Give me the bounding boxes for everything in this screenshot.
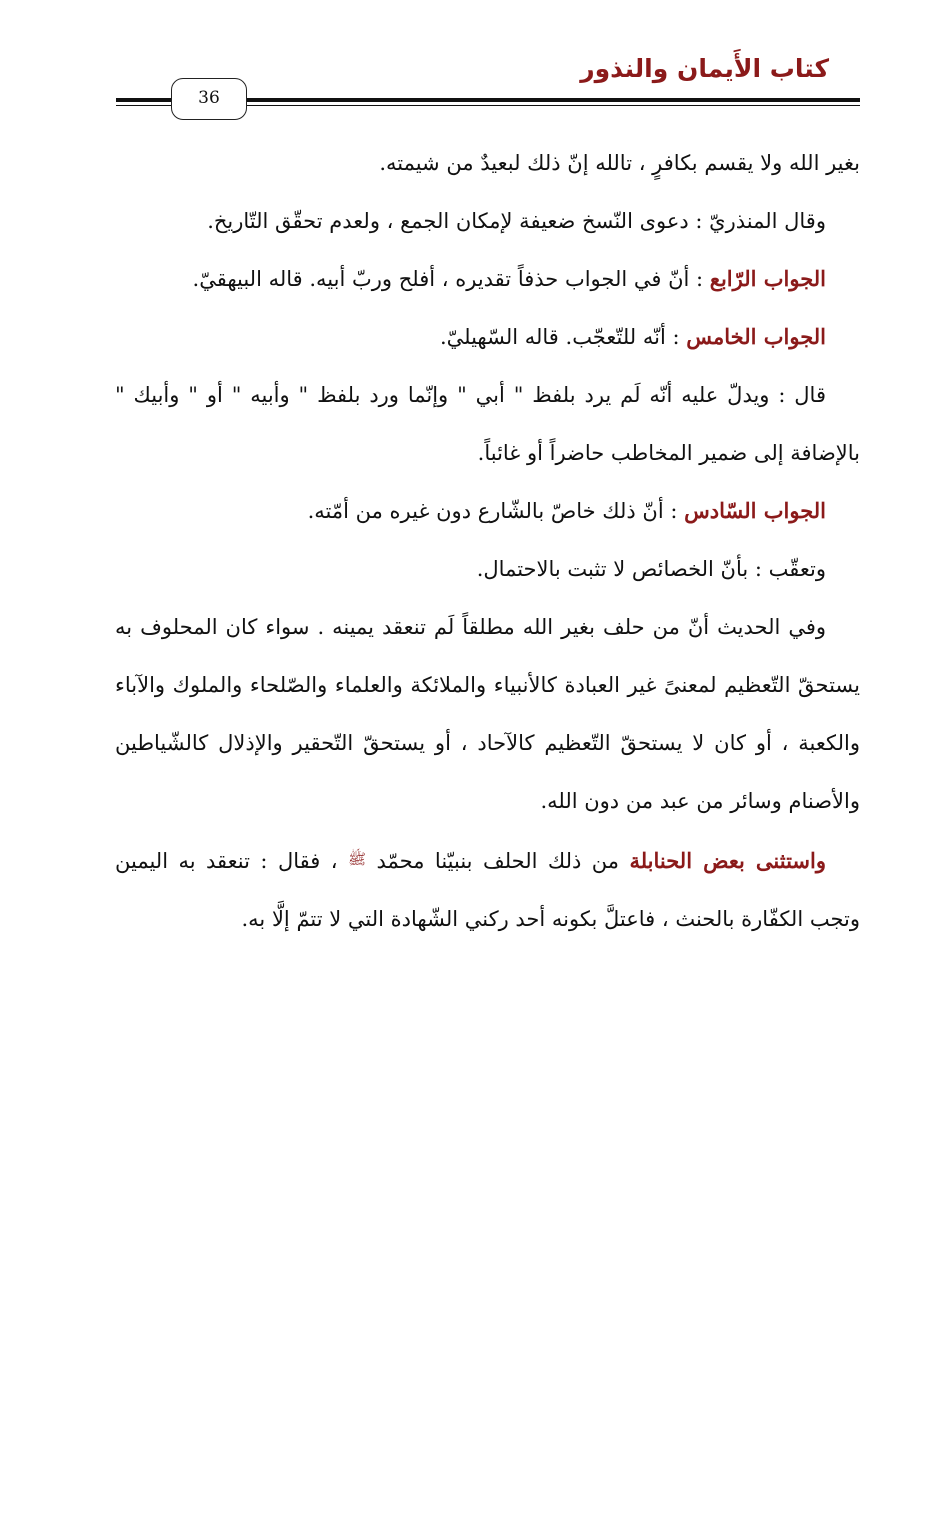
header-rule-right	[246, 98, 860, 102]
paragraph-9	[115, 830, 860, 948]
paragraph-3	[115, 250, 860, 308]
hanbali-text-before: من ذلك الحلف بنبيّنا محمّد	[366, 849, 630, 873]
paragraph-2: وقال المنذريّ : دعوى النّسخ ضعيفة لإمكان الجمع ، ولعدم تحقّق التّاريخ.	[207, 209, 826, 233]
paragraph-7: وتعقّب : بأنّ الخصائص لا تثبت بالاحتمال.	[476, 557, 826, 581]
paragraph-1: بغير الله ولا يقسم بكافرٍ ، تالله إنّ ذلك لبعيدٌ من شيمته.	[379, 151, 860, 175]
hanbali-exception-label: واستثنى بعض الحنابلة	[629, 848, 826, 873]
header-rule-left	[116, 98, 172, 102]
paragraph-4	[115, 308, 860, 366]
paragraph-8: وفي الحديث أنّ من حلف بغير الله مطلقاً لَم تنعقد يمينه . سواء كان المحلوف به يستحقّ التّعظيم لمعنىً غير العبادة كالأنبياء والملائكة والعلماء والصّلحاء والملوك والآباء والكعبة ، أو كان لا يستحقّ التّعظيم كالآحاد ، أو يستحقّ التّحقير والإذلال كالشّياطين والأصنام وسائر من عبد من دون الله.	[115, 615, 860, 813]
honorific-glyph: ﷺ	[347, 850, 367, 868]
answer-6-label: الجواب السّادس	[684, 498, 826, 523]
answer-6-text: : أنّ ذلك خاصّ بالشّارع دون غيره من أمّته.	[307, 499, 685, 523]
answer-5-label: الجواب الخامس	[686, 324, 826, 349]
answer-4-text: : أنّ في الجواب حذفاً تقديره ، أفلح وربّ أبيه. قاله البيهقيّ.	[192, 267, 710, 291]
header-rule-left-thin	[116, 105, 172, 106]
hanbali-text-after: ، فقال : تنعقد به اليمين وتجب الكفّارة بالحنث ، فاعتلَّ بكونه أحد ركني الشّهادة التي لا تتمّ إلَّا به.	[115, 849, 860, 931]
page-number: 36	[171, 78, 247, 120]
answer-5-text: : أنّه للتّعجّب. قاله السّهيليّ.	[439, 325, 687, 349]
paragraph-5: قال : ويدلّ عليه أنّه لَم يرد بلفظ " أبي " وإنّما ورد بلفظ " وأبيه " أو " وأبيك " بالإضافة إلى ضمير المخاطب حاضراً أو غائباً.	[115, 383, 860, 465]
book-title: كتاب الأَيمان والنذور	[580, 54, 829, 83]
body-text	[115, 134, 860, 948]
paragraph-6	[115, 482, 860, 540]
header-rule-right-thin	[246, 105, 860, 106]
answer-4-label: الجواب الرّابع	[709, 266, 826, 291]
